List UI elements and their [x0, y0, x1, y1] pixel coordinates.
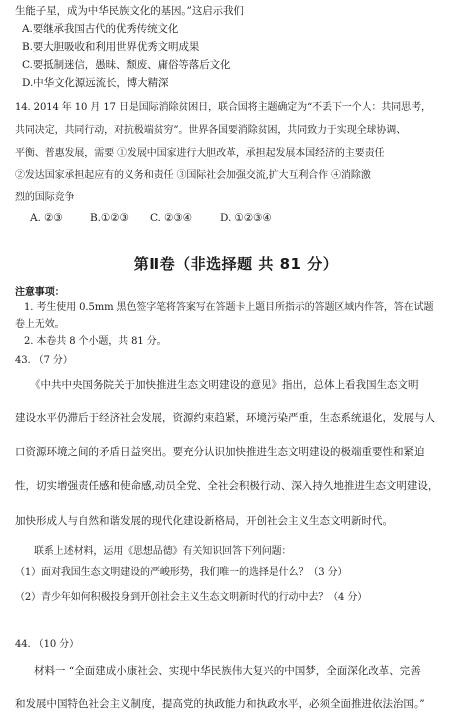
question-text-line: 生能子星，成为中华民族文化的基因。”这启示我们 — [15, 5, 244, 17]
q14-line-1: 14. 2014 年 10 月 17 日是国际消除贫困日，联合国将主题确定为“不丢下一个人：共同思考， — [15, 102, 431, 113]
q43-paragraph-line: 性，切实增强责任感和使命感,动员全党、全社会积极行动、深入持久地推进生态文明建设， — [15, 480, 439, 492]
notes-item-1-cont: 卷上无效。 — [15, 319, 65, 330]
q43-paragraph-line: 加快形成人与自然和谐发展的现代化建设新格局，开创社会主义生态文明新时代。 — [15, 515, 393, 527]
q14-line-4: ②发达国家承担起应有的义务和责任 ③国际社会加强交流,扩大互利合作 ④消除激 — [15, 170, 371, 181]
q14-choice-a: A. ②③ — [30, 212, 63, 224]
q14-choice-c: C. ②③④ — [150, 212, 192, 224]
q14-line-2: 共同决定，共同行动，对抗极端贫穷”。世界各国要消除贫困，共同致力于实现全球协调、 — [15, 125, 407, 136]
q43-paragraph-line: 《中共中央国务院关于加快推进生态文明建设的意见》指出，总体上看我国生态文明 — [30, 379, 419, 391]
q44-number: 44. （10 分） — [15, 639, 79, 650]
notes-item-1: 1. 考生使用 0.5mm 黑色签字笔将答案写在答题卡上题目所指示的答题区域内作答，答在试题 — [24, 302, 434, 313]
q43-number: 43. （7 分） — [15, 355, 73, 366]
q43-prompt: 联系上述材料，运用《思想品德》有关知识回答下列问题： — [34, 546, 292, 557]
q14-line-5: 烈的国际竞争 — [15, 192, 75, 203]
q14-choice-b: B.①②③ — [90, 212, 129, 224]
notes-heading: 注意事项： — [15, 287, 65, 298]
q43-subquestion-1: （1）面对我国生态文明建设的严峻形势，我们唯一的选择是什么？（3 分） — [15, 567, 348, 578]
q14-line-3: 平衡、普惠发展，需要 ①发展中国家进行大胆改革，承担起发展本国经济的主要责任 — [15, 148, 385, 159]
q43-paragraph-line: 建设水平仍滞后于经济社会发展，资源约束趋紧，环境污染严重，生态系统退化，发展与人 — [15, 412, 435, 424]
option-d: D.中华文化源远流长，博大精深 — [22, 77, 169, 89]
q43-paragraph-line: 口资源环境之间的矛盾日益突出。要充分认识加快推进生态文明建设的极端重要性和紧迫 — [15, 446, 425, 458]
q43-subquestion-2: （2）青少年如何积极投身到开创社会主义生态文明新时代的行动中去？（4 分） — [15, 592, 368, 603]
q44-material-line: 材料一 “全面建成小康社会、实现中华民族伟大复兴的中国梦，全面深化改革、完善 — [34, 665, 421, 677]
notes-item-2: 2. 本卷共 8 个小题，共 81 分。 — [24, 336, 167, 347]
q14-choice-d: D. ①②③④ — [220, 212, 272, 224]
option-a: A.要继承我国古代的优秀传统文化 — [22, 23, 179, 35]
section-title: 第Ⅱ卷（非选择题 共 81 分） — [133, 255, 339, 273]
option-b: B.要大胆吸收和利用世界优秀文明成果 — [22, 41, 200, 53]
option-c: C.要抵制迷信，愚昧、颓废、庸俗等落后文化 — [22, 59, 231, 71]
q44-material-line: 和发展中国特色社会主义制度，提高党的执政能力和执政水平，必须全面推进依法治国。” — [15, 698, 425, 710]
